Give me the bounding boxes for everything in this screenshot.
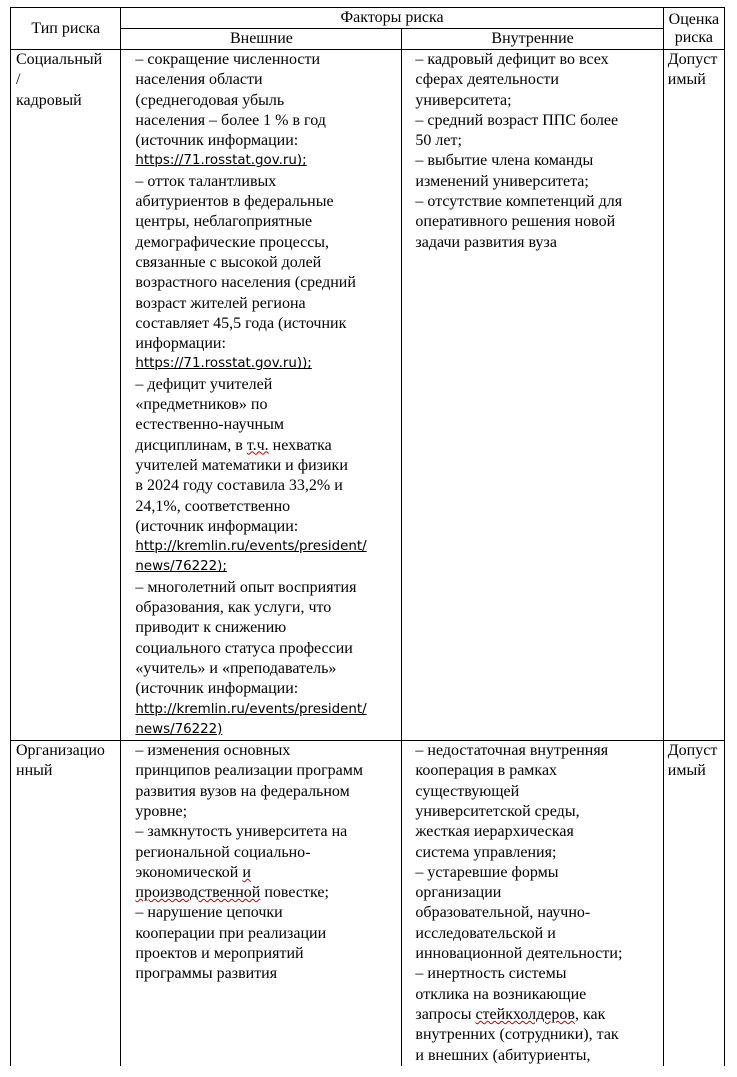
risk-type-cell	[11, 741, 121, 1066]
cell-text-line: – недостаточная внутренняя	[415, 742, 609, 760]
cell-text-line: «предметников» по	[135, 396, 268, 414]
cell-text-line: и внешних (абитуриенты,	[415, 1046, 591, 1064]
cell-text-line: запросы стейкхолдеров, как	[415, 1005, 606, 1023]
table-body	[11, 50, 725, 1066]
source-link[interactable]: news/76222)	[135, 721, 223, 737]
risk-table	[10, 7, 725, 1066]
cell-text-line: составляет 45,5 года (источник	[135, 314, 347, 332]
cell-text-line: – сокращение численности	[135, 51, 321, 68]
cell-text-line: социального статуса профессии	[135, 639, 353, 657]
cell-text-line: возрастного населения (средний	[135, 274, 356, 292]
cell-text-line: существующей	[415, 782, 520, 800]
header-assessment-line: риска	[674, 28, 714, 46]
cell-text-line: сферах деятельности	[415, 71, 559, 89]
cell-text-line: – средний возраст ППС более	[415, 111, 619, 129]
cell-text-line: 50 лет;	[415, 132, 462, 150]
table-row	[11, 741, 725, 1066]
cell-text-line: принципов реализации программ	[135, 762, 364, 780]
risk-type-cell	[11, 50, 121, 741]
cell-text-line: развития вузов на федеральном	[135, 782, 350, 800]
cell-text-line: дисциплинам, в т.ч. нехватка	[135, 436, 332, 454]
cell-text-line: – отсутствие компетенций для	[415, 193, 623, 211]
cell-text-line: инновационной деятельности;	[415, 945, 623, 963]
cell-text-line: Допуст	[667, 51, 718, 68]
cell-text-line: кооперация в рамках	[415, 762, 558, 780]
cell-text-line: организации	[415, 884, 502, 902]
cell-text-line: оперативного решения новой	[415, 213, 616, 231]
cell-text-line: региональной социально-	[135, 843, 311, 861]
source-link[interactable]: http://kremlin.ru/events/president/	[135, 539, 367, 555]
cell-text-line: исследовательской и	[415, 924, 556, 942]
risk-assessment-cell	[663, 50, 724, 741]
cell-text-line: – многолетний опыт восприятия	[135, 578, 357, 596]
cell-text-line: естественно-научным	[135, 416, 284, 434]
cell-text-line: (источник информации:	[135, 517, 299, 535]
cell-text-line: – инертность системы	[415, 965, 567, 983]
cell-text-line: университета;	[415, 91, 512, 109]
cell-text-line: жесткая иерархическая	[415, 823, 574, 841]
cell-text-line: (источник информации:	[135, 132, 299, 150]
cell-text-line: внутренних (сотрудники), так	[415, 1026, 619, 1044]
cell-text-line: имый	[667, 762, 706, 780]
cell-text-line: – кадровый дефицит во всех	[415, 51, 609, 68]
external-factors-cell	[121, 741, 402, 1066]
cell-text-line: центры, неблагоприятные	[135, 213, 313, 231]
cell-text-line: кадровый	[16, 91, 82, 109]
header-internal: Внутренние	[402, 29, 663, 50]
cell-text-line: проектов и мероприятий	[135, 945, 304, 963]
source-link[interactable]: http://kremlin.ru/events/president/	[135, 701, 367, 717]
external-factors-cell	[121, 50, 402, 741]
cell-text-line: информации:	[135, 335, 226, 353]
risk-assessment-cell	[663, 741, 724, 1066]
cell-text-line: – замкнутость университета на	[135, 823, 348, 841]
source-link[interactable]: news/76222);	[135, 559, 227, 575]
header-risk-assessment	[663, 8, 724, 50]
cell-text-line: изменений университета;	[415, 172, 589, 190]
cell-text-line: отклика на возникающие	[415, 985, 587, 1003]
cell-text-line: населения области	[135, 71, 263, 89]
cell-text-line: приводит к снижению	[135, 619, 287, 637]
header-assessment-line: Оценка	[668, 10, 720, 28]
header-risk-factors: Факторы риска	[121, 8, 663, 29]
cell-text-line: кооперации при реализации	[135, 924, 327, 942]
cell-text-line: программы развития	[135, 965, 278, 983]
cell-text-line: задачи развития вуза	[415, 233, 557, 251]
cell-text-line: нный	[16, 762, 53, 780]
cell-text-line: – дефицит учителей	[135, 375, 273, 393]
header-risk-type: Тип риска	[11, 8, 121, 50]
cell-text-line: абитуриентов в федеральные	[135, 193, 334, 211]
cell-text-line: Допуст	[667, 742, 718, 760]
cell-text-line: (среднегодовая убыль	[135, 91, 285, 109]
cell-text-line: демографические процессы,	[135, 233, 330, 251]
cell-text-line: 24,1%, соответственно	[135, 497, 291, 515]
cell-text-line: (источник информации:	[135, 680, 299, 698]
cell-text-line: образовательной, научно-	[415, 904, 591, 922]
cell-text-line: система управления;	[415, 843, 557, 861]
cell-text-line: уровне;	[135, 802, 188, 820]
source-link[interactable]: https://71.rosstat.gov.ru);	[135, 153, 307, 169]
cell-text-line: производственной повестке;	[135, 884, 329, 902]
cell-text-line: «учитель» и «преподаватель»	[135, 659, 337, 677]
cell-text-line: связанные с высокой долей	[135, 253, 322, 271]
header-external: Внешние	[121, 29, 402, 50]
table-row	[11, 50, 725, 741]
cell-text-line: – отток талантливых	[135, 172, 277, 190]
cell-text-line: Социальный	[16, 51, 103, 68]
cell-text-line: университетской среды,	[415, 802, 580, 820]
cell-text-line: – нарушение цепочки	[135, 904, 283, 922]
cell-text-line: имый	[667, 71, 706, 89]
cell-text-line: Организацио	[16, 742, 105, 760]
cell-text-line: /	[16, 71, 21, 89]
cell-text-line: образования, как услуги, что	[135, 599, 332, 617]
internal-factors-cell	[402, 741, 663, 1066]
cell-text-line: экономической и	[135, 863, 251, 881]
internal-factors-cell	[402, 50, 663, 741]
cell-text-line: учителей математики и физики	[135, 456, 348, 474]
cell-text-line: населения – более 1 % в год	[135, 111, 326, 129]
cell-text-line: в 2024 году составила 33,2% и	[135, 477, 343, 495]
cell-text-line: – изменения основных	[135, 742, 291, 760]
cell-text-line: – устаревшие формы	[415, 863, 559, 881]
cell-text-line: – выбытие члена команды	[415, 152, 594, 170]
source-link[interactable]: https://71.rosstat.gov.ru));	[135, 356, 312, 372]
cell-text-line: возраст жителей региона	[135, 294, 306, 312]
